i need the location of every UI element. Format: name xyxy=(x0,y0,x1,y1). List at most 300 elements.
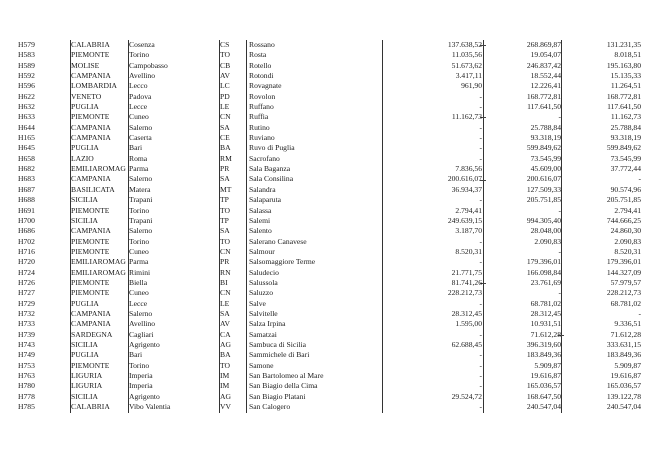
municipality-cell: San Bartolomeo al Mare xyxy=(249,371,324,380)
municipality-cell: Ruvo di Puglia xyxy=(249,143,295,153)
municipality-cell: Sambuca di Sicilia xyxy=(249,339,306,349)
amount-b-cell: 165.036,57 xyxy=(526,381,561,391)
table-row xyxy=(18,81,643,91)
table-row xyxy=(18,247,643,257)
istat-code-cell: H785 xyxy=(18,402,35,412)
region-cell: CAMPANIA xyxy=(71,133,111,143)
amount-a-cell: - xyxy=(479,143,482,153)
amount-a-cell: 137.638,52 xyxy=(447,40,482,49)
istat-code-cell: H780 xyxy=(18,381,35,391)
amount-a-cell: 200.616,07 xyxy=(447,174,482,184)
amount-a-cell: 1.595,00 xyxy=(455,319,482,329)
municipality-cell: Sacrofano xyxy=(249,153,280,163)
region-cell: LAZIO xyxy=(71,153,94,163)
amount-a-cell: - xyxy=(479,153,482,163)
province-abbr-cell: TO xyxy=(220,50,230,60)
province-abbr-cell: PR xyxy=(220,257,230,267)
amount-a-cell: - xyxy=(479,236,482,246)
province-abbr-cell: IM xyxy=(220,371,230,380)
province-abbr-cell: PD xyxy=(220,91,230,101)
amount-b-cell: 268.869,87 xyxy=(526,40,561,49)
amount-a-cell: - xyxy=(479,350,482,360)
amount-a-cell: - xyxy=(479,133,482,143)
amount-b-cell: 200.616,07 xyxy=(526,174,561,184)
table-row xyxy=(18,185,643,195)
amount-a-cell: 11.162,73 xyxy=(451,112,482,122)
province-cell: Parma xyxy=(129,164,149,174)
amount-b-cell: 10.931,51 xyxy=(530,319,561,329)
municipality-cell: Salza Irpina xyxy=(249,319,286,329)
amount-a-cell: - xyxy=(479,195,482,205)
amount-b-cell: 246.837,42 xyxy=(526,60,561,70)
province-abbr-cell: BA xyxy=(220,143,231,153)
table-row xyxy=(18,40,643,50)
province-cell: Imperia xyxy=(129,381,153,391)
province-abbr-cell: CN xyxy=(220,288,231,298)
province-cell: Salerno xyxy=(129,226,153,236)
province-abbr-cell: VV xyxy=(220,402,231,412)
amount-c-cell: 168.772,81 xyxy=(606,91,641,101)
amount-b-cell: 994.305,40 xyxy=(526,215,561,225)
table-row xyxy=(18,133,643,143)
amount-a-cell: 21.771,75 xyxy=(451,267,482,277)
table-row xyxy=(18,257,643,267)
province-abbr-cell: LE xyxy=(220,298,230,308)
region-cell: PIEMONTE xyxy=(71,277,110,287)
amount-a-cell: 51.673,62 xyxy=(451,60,482,70)
amount-b-cell: 205.751,85 xyxy=(526,195,561,205)
region-cell: PIEMONTE xyxy=(71,288,110,298)
table-row xyxy=(18,154,643,164)
amount-a-cell: - xyxy=(479,91,482,101)
istat-code-cell: H726 xyxy=(18,277,35,287)
province-cell: Vibo Valentia xyxy=(129,402,171,412)
province-abbr-cell: CB xyxy=(220,60,231,70)
amount-b-cell: - xyxy=(558,205,561,215)
province-cell: Cuneo xyxy=(129,246,149,256)
istat-code-cell: H583 xyxy=(18,50,35,60)
amount-a-cell: 3.417,11 xyxy=(455,71,482,81)
region-cell: CAMPANIA xyxy=(71,174,111,184)
table-row xyxy=(18,112,643,122)
amount-c-cell: 71.612,28 xyxy=(610,329,641,339)
province-abbr-cell: AV xyxy=(220,319,230,329)
table-row xyxy=(18,350,643,360)
amount-c-cell: 144.327,09 xyxy=(606,267,641,277)
amount-a-cell: 11.035,56 xyxy=(451,50,482,60)
table-row xyxy=(18,195,643,205)
istat-code-cell: H702 xyxy=(18,236,35,246)
table-row xyxy=(18,371,643,381)
amount-b-cell: 18.552,44 xyxy=(530,71,561,81)
amount-b-cell: 168.647,50 xyxy=(526,391,561,401)
amount-b-cell: 117.641,50 xyxy=(527,102,561,112)
region-cell: PUGLIA xyxy=(71,350,99,360)
table-row xyxy=(18,174,643,184)
municipality-cell: Ruviano xyxy=(249,133,275,143)
amount-c-cell: 240.547,04 xyxy=(606,402,641,412)
region-cell: VENETO xyxy=(71,91,102,101)
province-abbr-cell: MT xyxy=(220,184,232,194)
province-cell: Biella xyxy=(129,277,148,287)
municipality-cell: Rovagnate xyxy=(249,81,282,91)
region-cell: SARDEGNA xyxy=(71,329,113,339)
municipality-cell: Salandra xyxy=(249,184,276,194)
amount-c-cell: 24.860,30 xyxy=(610,226,641,236)
istat-code-cell: H688 xyxy=(18,195,35,205)
region-cell: PIEMONTE xyxy=(71,246,110,256)
region-cell: SICILIA xyxy=(71,391,98,401)
istat-code-cell: H763 xyxy=(18,371,35,380)
province-cell: Torino xyxy=(129,50,150,60)
amount-b-cell: 28.048,00 xyxy=(530,226,561,236)
amount-a-cell: 961,90 xyxy=(461,81,482,91)
municipality-table xyxy=(18,40,643,412)
amount-a-cell: 228.212,73 xyxy=(447,288,482,298)
amount-a-cell: - xyxy=(479,360,482,370)
province-cell: Salerno xyxy=(129,174,153,184)
municipality-cell: Salemi xyxy=(249,215,271,225)
region-cell: SICILIA xyxy=(71,195,98,205)
municipality-cell: Salaparuta xyxy=(249,195,282,205)
istat-code-cell: H743 xyxy=(18,339,35,349)
province-abbr-cell: AG xyxy=(220,391,231,401)
amount-b-cell: 5.909,87 xyxy=(534,360,561,370)
province-abbr-cell: CS xyxy=(220,40,230,49)
province-cell: Avellino xyxy=(129,319,156,329)
municipality-cell: Salassa xyxy=(249,205,272,215)
istat-code-cell: H724 xyxy=(18,267,35,277)
province-abbr-cell: SA xyxy=(220,174,230,184)
table-row xyxy=(18,237,643,247)
region-cell: BASILICATA xyxy=(71,184,115,194)
municipality-cell: Rossano xyxy=(249,40,275,49)
province-abbr-cell: SA xyxy=(220,122,230,132)
istat-code-cell: H687 xyxy=(18,184,35,194)
amount-b-cell: 179.396,01 xyxy=(526,257,561,267)
municipality-cell: Salento xyxy=(249,226,272,236)
amount-a-cell: 29.524,72 xyxy=(451,391,482,401)
region-cell: PIEMONTE xyxy=(71,236,110,246)
table-row xyxy=(18,288,643,298)
region-cell: CALABRIA xyxy=(71,40,110,49)
table-row xyxy=(18,143,643,153)
province-cell: Cuneo xyxy=(129,112,149,122)
amount-c-cell: 73.545,99 xyxy=(610,153,641,163)
amount-b-cell: 396.319,60 xyxy=(526,339,561,349)
table-row xyxy=(18,123,643,133)
istat-code-cell: H716 xyxy=(18,246,35,256)
municipality-cell: Saludecio xyxy=(249,267,279,277)
amount-a-cell: 36.934,37 xyxy=(451,184,482,194)
amount-c-cell: 90.574,96 xyxy=(610,184,641,194)
municipality-cell: Salmour xyxy=(249,246,275,256)
amount-a-cell: 28.312,45 xyxy=(451,308,482,318)
province-cell: Cagliari xyxy=(129,329,154,339)
table-row xyxy=(18,309,643,319)
province-cell: Torino xyxy=(129,205,150,215)
amount-b-cell: 12.226,41 xyxy=(530,81,561,91)
region-cell: EMILIAROMAG xyxy=(71,267,126,277)
province-abbr-cell: CA xyxy=(220,329,231,339)
municipality-cell: Salerano Canavese xyxy=(249,236,307,246)
amount-c-cell: 11.162,73 xyxy=(610,112,641,122)
table-row xyxy=(18,268,643,278)
province-cell: Padova xyxy=(129,91,152,101)
region-cell: MOLISE xyxy=(71,60,100,70)
istat-code-cell: H778 xyxy=(18,391,35,401)
amount-b-cell: 240.547,04 xyxy=(526,402,561,412)
istat-code-cell: H732 xyxy=(18,308,35,318)
province-cell: Agrigento xyxy=(129,339,160,349)
amount-b-cell: 25.788,84 xyxy=(530,122,561,132)
istat-code-cell: H727 xyxy=(18,288,35,298)
region-cell: PIEMONTE xyxy=(71,50,110,60)
province-cell: Trapani xyxy=(129,195,153,205)
istat-code-cell: H645 xyxy=(18,143,35,153)
province-cell: Avellino xyxy=(129,71,156,81)
region-cell: CAMPANIA xyxy=(71,226,111,236)
province-abbr-cell: TO xyxy=(220,205,230,215)
istat-code-cell: H682 xyxy=(18,164,35,174)
amount-c-cell: 19.616,87 xyxy=(610,371,641,380)
istat-code-cell: H686 xyxy=(18,226,35,236)
istat-code-cell: H729 xyxy=(18,298,35,308)
province-abbr-cell: LC xyxy=(220,81,230,91)
table-row xyxy=(18,216,643,226)
amount-b-cell: 28.312,45 xyxy=(530,308,561,318)
istat-code-cell: H720 xyxy=(18,257,35,267)
amount-a-cell: - xyxy=(479,122,482,132)
province-cell: Roma xyxy=(129,153,148,163)
municipality-cell: Ruffia xyxy=(249,112,269,122)
province-cell: Parma xyxy=(129,257,149,267)
province-abbr-cell: TP xyxy=(220,195,229,205)
region-cell: SICILIA xyxy=(71,215,98,225)
istat-code-cell: H739 xyxy=(18,329,35,339)
province-cell: Torino xyxy=(129,236,150,246)
amount-a-cell: 249.639,15 xyxy=(447,215,482,225)
province-cell: Matera xyxy=(129,184,151,194)
table-row xyxy=(18,71,643,81)
amount-b-cell: 73.545,99 xyxy=(530,153,561,163)
istat-code-cell: H632 xyxy=(18,102,35,112)
amount-b-cell: - xyxy=(558,246,561,256)
region-cell: CAMPANIA xyxy=(71,71,111,81)
istat-code-cell: H592 xyxy=(18,71,35,81)
amount-c-cell: 228.212,73 xyxy=(606,288,641,298)
istat-code-cell: H165 xyxy=(18,133,35,143)
municipality-cell: Salvitelle xyxy=(249,308,278,318)
province-cell: Salerno xyxy=(129,122,153,132)
amount-c-cell: 11.264,51 xyxy=(610,81,641,91)
amount-b-cell: 19.054,07 xyxy=(530,50,561,60)
municipality-cell: Sala Baganza xyxy=(249,164,291,174)
amount-c-cell: 8.018,51 xyxy=(614,50,641,60)
amount-c-cell: 8.520,31 xyxy=(614,246,641,256)
province-cell: Cuneo xyxy=(129,288,149,298)
istat-code-cell: H579 xyxy=(18,40,35,49)
amount-c-cell: 139.122,78 xyxy=(606,391,641,401)
amount-a-cell: 62.688,45 xyxy=(451,339,482,349)
province-abbr-cell: CN xyxy=(220,112,231,122)
amount-a-cell: - xyxy=(479,371,482,380)
table-row xyxy=(18,299,643,309)
amount-a-cell: 81.741,26 xyxy=(451,277,482,287)
amount-c-cell: 2.794,41 xyxy=(614,205,641,215)
region-cell: CALABRIA xyxy=(71,402,110,412)
municipality-cell: Samone xyxy=(249,360,274,370)
amount-b-cell: 127.509,33 xyxy=(526,184,561,194)
municipality-cell: Salsomaggiore Terme xyxy=(249,257,316,267)
amount-a-cell: - xyxy=(479,402,482,412)
region-cell: CAMPANIA xyxy=(71,122,111,132)
amount-a-cell: 7.836,56 xyxy=(455,164,482,174)
province-cell: Imperia xyxy=(129,371,153,380)
municipality-cell: Sala Consilina xyxy=(249,174,294,184)
province-abbr-cell: AG xyxy=(220,339,231,349)
province-abbr-cell: CE xyxy=(220,133,230,143)
region-cell: SICILIA xyxy=(71,339,98,349)
region-cell: EMILIAROMAG xyxy=(71,257,126,267)
amount-c-cell: 333.631,15 xyxy=(606,339,641,349)
amount-b-cell: 168.772,81 xyxy=(526,91,561,101)
amount-c-cell: 9.336,51 xyxy=(614,319,641,329)
amount-c-cell: - xyxy=(638,308,641,318)
amount-a-cell: - xyxy=(479,257,482,267)
region-cell: PUGLIA xyxy=(71,102,99,112)
municipality-cell: Samatzai xyxy=(249,329,277,339)
municipality-cell: Salve xyxy=(249,298,266,308)
amount-c-cell: 93.318,19 xyxy=(610,133,641,143)
amount-c-cell: 2.090,83 xyxy=(614,236,641,246)
amount-c-cell: 744.666,25 xyxy=(606,215,641,225)
province-abbr-cell: PR xyxy=(220,164,230,174)
istat-code-cell: H683 xyxy=(18,174,35,184)
amount-c-cell: 57.979,57 xyxy=(610,277,641,287)
province-abbr-cell: BA xyxy=(220,350,231,360)
municipality-cell: San Calogero xyxy=(249,402,291,412)
table-row xyxy=(18,330,643,340)
province-cell: Lecco xyxy=(129,81,148,91)
municipality-cell: Rutino xyxy=(249,122,270,132)
amount-c-cell: 5.909,87 xyxy=(614,360,641,370)
amount-b-cell: 23.761,69 xyxy=(530,277,561,287)
amount-c-cell: 117.641,50 xyxy=(607,102,641,112)
province-abbr-cell: BI xyxy=(220,277,228,287)
region-cell: LIGURIA xyxy=(71,381,103,391)
region-cell: PIEMONTE xyxy=(71,360,110,370)
region-cell: CAMPANIA xyxy=(71,308,111,318)
region-cell: PUGLIA xyxy=(71,143,99,153)
province-cell: Cosenza xyxy=(129,40,155,49)
province-cell: Lecce xyxy=(129,102,148,112)
province-abbr-cell: IM xyxy=(220,381,230,391)
table-row xyxy=(18,278,643,288)
amount-b-cell: 19.616,87 xyxy=(530,371,561,380)
amount-b-cell: - xyxy=(558,288,561,298)
istat-code-cell: H644 xyxy=(18,122,35,132)
amount-a-cell: - xyxy=(479,381,482,391)
table-row xyxy=(18,226,643,236)
municipality-cell: Salussola xyxy=(249,277,278,287)
region-cell: EMILIAROMAG xyxy=(71,164,126,174)
amount-c-cell: 195.163,80 xyxy=(606,60,641,70)
istat-code-cell: H622 xyxy=(18,91,35,101)
province-cell: Bari xyxy=(129,143,143,153)
amount-c-cell: 25.788,84 xyxy=(610,122,641,132)
table-row xyxy=(18,402,643,412)
amount-b-cell: 166.098,84 xyxy=(526,267,561,277)
province-abbr-cell: TO xyxy=(220,360,230,370)
table-row xyxy=(18,319,643,329)
municipality-cell: Rosta xyxy=(249,50,267,60)
region-cell: PIEMONTE xyxy=(71,205,110,215)
amount-a-cell: - xyxy=(479,102,482,112)
region-cell: PUGLIA xyxy=(71,298,99,308)
amount-a-cell: 3.187,70 xyxy=(455,226,482,236)
municipality-cell: Saluzzo xyxy=(249,288,274,298)
province-cell: Agrigento xyxy=(129,391,160,401)
table-row xyxy=(18,392,643,402)
province-abbr-cell: LE xyxy=(220,102,230,112)
istat-code-cell: H633 xyxy=(18,112,35,122)
municipality-cell: Rotondi xyxy=(249,71,274,81)
province-abbr-cell: RM xyxy=(220,153,232,163)
province-cell: Bari xyxy=(129,350,143,360)
amount-c-cell: 599.849,62 xyxy=(606,143,641,153)
province-cell: Caserta xyxy=(129,133,152,143)
table-row xyxy=(18,61,643,71)
province-cell: Salerno xyxy=(129,308,153,318)
table-row xyxy=(18,50,643,60)
amount-b-cell: 183.849,36 xyxy=(526,350,561,360)
table-row xyxy=(18,340,643,350)
province-abbr-cell: TO xyxy=(220,236,230,246)
istat-code-cell: H589 xyxy=(18,60,35,70)
amount-c-cell: 37.772,44 xyxy=(610,164,641,174)
amount-a-cell: 8.520,31 xyxy=(455,246,482,256)
amount-c-cell: - xyxy=(638,174,641,184)
istat-code-cell: H733 xyxy=(18,319,35,329)
amount-c-cell: 15.135,33 xyxy=(610,71,641,81)
province-cell: Rimini xyxy=(129,267,151,277)
amount-b-cell: 93.318,19 xyxy=(530,133,561,143)
municipality-cell: Ruffano xyxy=(249,102,274,112)
province-abbr-cell: SA xyxy=(220,308,230,318)
province-abbr-cell: RN xyxy=(220,267,231,277)
amount-b-cell: 68.781,02 xyxy=(530,298,561,308)
province-cell: Torino xyxy=(129,360,150,370)
amount-a-cell: 2.794,41 xyxy=(455,205,482,215)
amount-a-cell: - xyxy=(479,329,482,339)
istat-code-cell: H658 xyxy=(18,153,35,163)
istat-code-cell: H691 xyxy=(18,205,35,215)
amount-b-cell: 45.609,00 xyxy=(530,164,561,174)
province-cell: Lecce xyxy=(129,298,148,308)
municipality-cell: San Biagio della Cima xyxy=(249,381,318,391)
amount-b-cell: - xyxy=(558,112,561,122)
municipality-cell: Rovolon xyxy=(249,91,276,101)
amount-c-cell: 68.781,02 xyxy=(610,298,641,308)
table-row xyxy=(18,164,643,174)
amount-c-cell: 179.396,01 xyxy=(606,257,641,267)
table-row xyxy=(18,102,643,112)
table-row xyxy=(18,381,643,391)
region-cell: LOMBARDIA xyxy=(71,81,117,91)
istat-code-cell: H753 xyxy=(18,360,35,370)
region-cell: LIGURIA xyxy=(71,371,103,380)
